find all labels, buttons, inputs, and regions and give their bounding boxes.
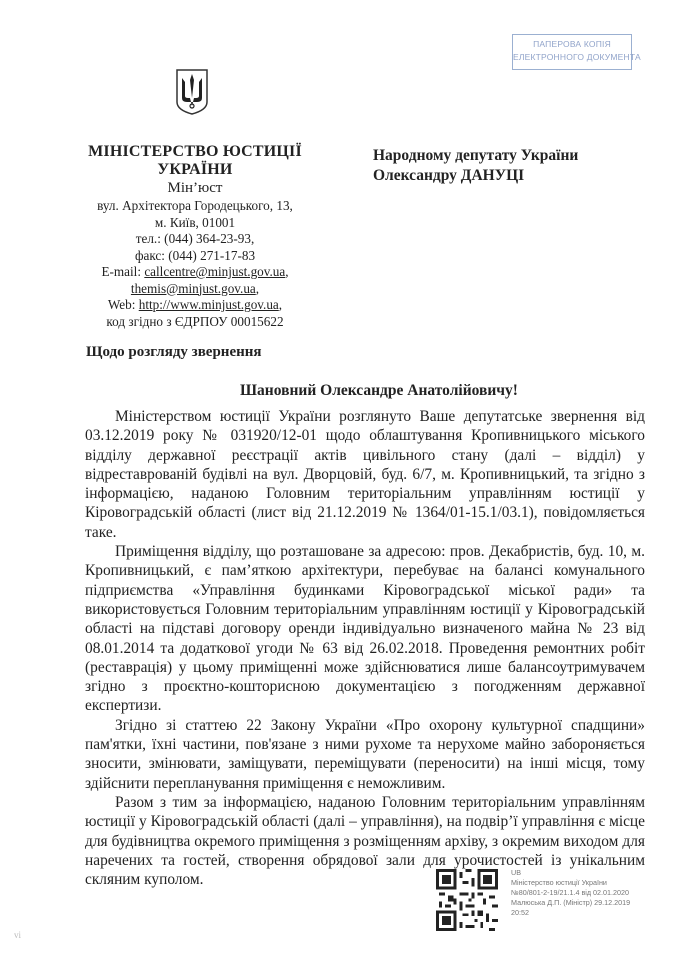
org-abbreviation: Мін’юст [167,180,223,196]
salutation: Шановний Олександре Анатолійовичу! [240,382,518,399]
recipient-line-1: Народному депутату України [373,147,579,164]
recipient-line-2: Олександру ДАНУЦІ [373,167,525,184]
paragraph-3: Згідно зі статтею 22 Закону України «Про охорону культурної спадщини» пам'ятки, їхні частини, пов'язане з ними рухоме та нерухоме майно забороняється зносити, змінювати, заміщувати, переміщувати (переносити) на інші місця, тому здійснити перепланування приміщення є неможливим. [85,716,645,792]
letter-body [85,407,645,889]
email-line [70,264,320,281]
stamp-line-1: ПАПЕРОВА КОПІЯ [533,39,611,49]
email-label: E-mail: [101,264,145,279]
fax: факс: (044) 271-17-83 [134,247,256,263]
corner-mark: vi [14,930,22,940]
email-line-2 [70,281,320,298]
sig-line-4: Малюська Д.П. (Міністр) 29.12.2019 [511,898,631,907]
email-link-themis[interactable]: themis@minjust.gov.ua [130,280,256,296]
email-sep-1: , [285,264,289,279]
sender-block [70,143,320,330]
org-name-line-2: УКРАЇНИ [157,161,233,178]
paragraph-2: Приміщення відділу, що розташоване за адресою: пров. Декабристів, буд. 10, м. Кропивницький, є пам’яткою архітектури, перебуває на балансі комунального підприємства «Управління будинками Кіровоградської міської ради» та використовується Головним територіальним управлінням юстиції у Кіровоградській області на підставі договору оренди індивідуально визначеного майна № 23 від 08.01.2014 та додаткової угоди № 63 від 26.02.2018. Проведення ремонтних робіт (реставрація) у цьому приміщенні може здійснюватися лише балансоутримувачем згідно з проєктно-кошторисною документацією з погодженням державної експертизи. [85,543,645,715]
trident-coat-of-arms-icon [175,68,209,116]
electronic-signature-info [511,868,630,918]
sig-line-5: 20:52 [511,908,529,917]
sig-line-1: UB [511,868,521,877]
stamp-line-2: ЕЛЕКТРОННОГО ДОКУМЕНТА [513,52,641,62]
web-label: Web: [107,297,139,312]
website-link[interactable]: http://www.minjust.gov.ua [138,297,279,312]
paragraph-4: Разом з тим за інформацією, наданою Головним територіальним управлінням юстиції у Кіровоградській області (далі – управління), на подвір’ї управління є місце для будівництва окремого приміщення з розміщенням архіву, з окремим виходом для наречених та гостей, створення обрядової зали для урочистостей із унікальним скляним куполом. [85,793,645,889]
sig-line-2: Міністерство юстиції України [511,878,607,887]
recipient-block [373,146,578,186]
org-name-line-1: МІНІСТЕРСТВО ЮСТИЦІЇ [88,143,302,160]
address-line-1: вул. Архітектора Городецького, 13, [97,198,293,213]
paper-copy-stamp [512,34,641,70]
qr-code-icon [436,869,498,931]
web-line [70,297,320,314]
edrpou-code: код згідно з ЄДРПОУ 00015622 [106,313,284,329]
address-line-2: м. Київ, 01001 [154,214,236,230]
subject-line: Щодо розгляду звернення [86,344,262,360]
paragraph-1: Міністерством юстиції України розглянуто Ваше депутатське звернення від 03.12.2019 року № 031920/12-01 щодо облаштування Кропивницького міського відділу державної реєстрації актів цивільного стану (далі – відділ) у відреставрованій будівлі на вул. Дворцовій, буд. 6/7, м. Кропивницький, та згідно з інформацією, наданою Головним територіальним управлінням юстиції у Кіровоградській області (лист від 21.12.2019 № 1364/01-15.1/03.1), повідомляється таке. [85,408,645,541]
sig-line-3: №80/801-2-19/21.1.4 від 02.01.2020 [511,888,630,897]
email-sep-2: , [255,280,260,296]
email-link-callcentre[interactable]: callcentre@minjust.gov.ua [144,264,286,279]
phone: тел.: (044) 364-23-93, [135,231,255,246]
web-sep: , [278,297,283,312]
